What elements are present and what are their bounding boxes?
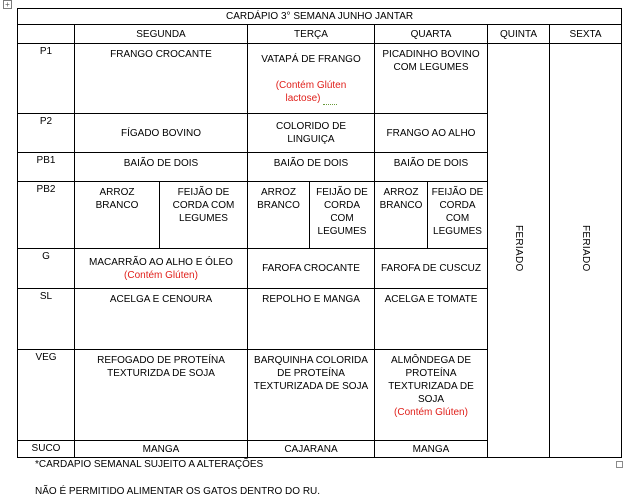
day-header-segunda: SEGUNDA — [75, 25, 248, 44]
p1-terca-dish: VATAPÁ DE FRANGO — [261, 53, 361, 65]
spellcheck-squiggle-icon — [323, 101, 337, 105]
p2-terca: COLORIDO DE LINGUIÇA — [248, 114, 375, 153]
note-subject-to-change: *CARDAPIO SEMANAL SUJEITO A ALTERAÇÕES — [35, 459, 264, 470]
sl-quarta: ACELGA E TOMATE — [375, 289, 488, 350]
pb1-segunda: BAIÃO DE DOIS — [75, 153, 248, 182]
pb1-terca: BAIÃO DE DOIS — [248, 153, 375, 182]
g-segunda — [75, 249, 248, 289]
row-label-g: G — [18, 249, 75, 289]
suco-terca: CAJARANA — [248, 441, 375, 458]
day-header-terca: TERÇA — [248, 25, 375, 44]
sl-segunda: ACELGA E CENOURA — [75, 289, 248, 350]
row-label-veg: VEG — [18, 350, 75, 441]
day-header-quinta: QUINTA — [488, 25, 550, 44]
suco-segunda: MANGA — [75, 441, 248, 458]
menu-title: CARDÁPIO 3° SEMANA JUNHO JANTAR — [18, 9, 622, 25]
g-quarta: FAROFA DE CUSCUZ — [375, 249, 488, 289]
row-label-suco: SUCO — [18, 441, 75, 458]
pb2-quarta-rice: ARROZ BRANCO — [375, 182, 428, 249]
pb2-segunda-beans: FEIJÃO DE CORDA COM LEGUMES — [160, 182, 248, 249]
quinta-holiday-label: FERIADO — [513, 225, 524, 272]
pb2-segunda-rice: ARROZ BRANCO — [75, 182, 160, 249]
p2-segunda: FÍGADO BOVINO — [75, 114, 248, 153]
row-label-sl: SL — [18, 289, 75, 350]
suco-quarta: MANGA — [375, 441, 488, 458]
veg-quarta-dish: ALMÔNDEGA DE PROTEÍNA TEXTURIZADA DE SOJA — [388, 355, 474, 405]
note-no-feeding-cats: NÃO É PERMITIDO ALIMENTAR OS GATOS DENTRO DO RU. — [35, 486, 321, 497]
veg-quarta-allergen-note: (Contém Glúten) — [394, 407, 468, 418]
day-header-quarta: QUARTA — [375, 25, 488, 44]
pb2-terca-rice: ARROZ BRANCO — [248, 182, 310, 249]
p1-segunda: FRANGO CROCANTE — [75, 44, 248, 114]
row-label-p2: P2 — [18, 114, 75, 153]
pb2-quarta-beans: FEIJÃO DE CORDA COM LEGUMES — [428, 182, 488, 249]
move-handle-icon[interactable]: + — [3, 0, 12, 9]
day-header-sexta: SEXTA — [550, 25, 622, 44]
g-segunda-dish: MACARRÃO AO ALHO E ÓLEO — [89, 256, 233, 268]
veg-segunda: REFOGADO DE PROTEÍNA TEXTURIZDA DE SOJA — [75, 350, 248, 441]
corner-cell — [18, 25, 75, 44]
menu-table — [17, 8, 622, 458]
sexta-holiday-label: FERIADO — [580, 225, 592, 272]
sexta-holiday — [550, 44, 622, 458]
row-label-pb2: PB2 — [18, 182, 75, 249]
quinta-holiday — [488, 44, 550, 458]
p1-terca-allergen-note: (Contém Glúten — [275, 79, 347, 91]
pb2-terca-beans: FEIJÃO DE CORDA COM LEGUMES — [310, 182, 375, 249]
page-corner-marker-icon — [616, 461, 623, 468]
veg-terca: BARQUINHA COLORIDA DE PROTEÍNA TEXTURIZADA DE SOJA — [248, 350, 375, 441]
p1-quarta: PICADINHO BOVINO COM LEGUMES — [375, 44, 488, 114]
g-segunda-allergen-note: (Contém Glúten) — [124, 269, 198, 281]
row-label-pb1: PB1 — [18, 153, 75, 182]
row-label-p1: P1 — [18, 44, 75, 114]
p1-terca-allergen-note-2: lactose) — [285, 92, 321, 104]
sl-terca: REPOLHO E MANGA — [248, 289, 375, 350]
veg-quarta — [375, 350, 488, 441]
p1-terca — [248, 44, 375, 114]
pb1-quarta: BAIÃO DE DOIS — [375, 153, 488, 182]
p2-quarta: FRANGO AO ALHO — [375, 114, 488, 153]
g-terca: FAROFA CROCANTE — [248, 249, 375, 289]
